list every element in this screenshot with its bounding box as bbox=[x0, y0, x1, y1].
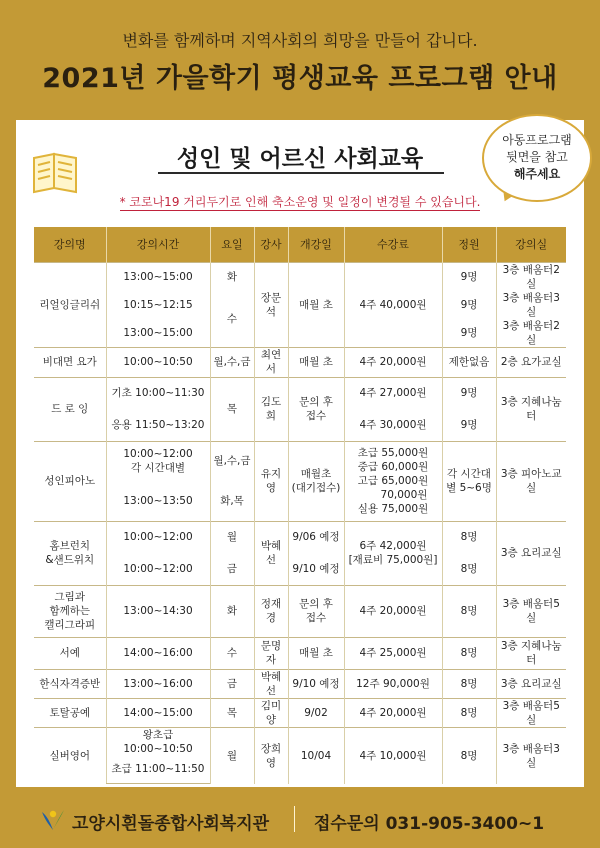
course-room: 3층 배움터2실 bbox=[496, 262, 566, 291]
course-day: 금 bbox=[210, 669, 254, 698]
course-room: 3층 지혜나눔터 bbox=[496, 377, 566, 441]
course-start-line: 문의 후 bbox=[299, 396, 333, 408]
course-name-line: 홈브런치 bbox=[49, 540, 91, 552]
course-room: 2층 요가교실 bbox=[496, 347, 566, 377]
course-instructor: 정재경 bbox=[254, 585, 288, 637]
course-start: 9/06 예정 bbox=[288, 521, 344, 553]
bubble-line-2: 뒷면을 참고 bbox=[506, 150, 568, 164]
header-cell: 정원 bbox=[442, 227, 496, 262]
table-row bbox=[34, 521, 566, 553]
course-capacity: 8명 bbox=[442, 727, 496, 784]
capacity-line: 별 5~6명 bbox=[446, 482, 492, 494]
course-time: 13:00~15:00 bbox=[106, 319, 210, 348]
table-row bbox=[34, 441, 566, 481]
course-name-line: &샌드위치 bbox=[45, 554, 95, 566]
course-time: 초급 11:00~11:50 bbox=[106, 756, 210, 784]
course-name-line: 함께하는 bbox=[49, 605, 91, 617]
course-day: 목 bbox=[210, 698, 254, 727]
course-time: 13:00~14:30 bbox=[106, 585, 210, 637]
course-instructor: 김미양 bbox=[254, 698, 288, 727]
course-capacity: 8명 bbox=[442, 521, 496, 553]
course-room: 3층 배움터2실 bbox=[496, 319, 566, 348]
header-cell: 강사 bbox=[254, 227, 288, 262]
table-row bbox=[34, 727, 566, 756]
course-day: 월,수,금 bbox=[210, 441, 254, 481]
course-time: 왕초급 10:00~10:50 bbox=[106, 727, 210, 756]
course-start-line: 문의 후 bbox=[299, 598, 333, 610]
course-start: 9/02 bbox=[288, 698, 344, 727]
organization-name: 고양시흰돌종합사회복지관 bbox=[72, 814, 270, 834]
course-capacity: 8명 bbox=[442, 669, 496, 698]
course-start bbox=[288, 441, 344, 521]
course-start: 10/04 bbox=[288, 727, 344, 784]
table-row bbox=[34, 637, 566, 669]
course-day: 월,수,금 bbox=[210, 347, 254, 377]
table-row bbox=[34, 347, 566, 377]
fee-line: 70,000원 bbox=[380, 489, 428, 501]
speech-bubble bbox=[482, 114, 592, 202]
header-cell: 강의명 bbox=[34, 227, 106, 262]
course-fee: 4주 27,000원 bbox=[344, 377, 442, 409]
header-cell: 수강료 bbox=[344, 227, 442, 262]
slogan: 변화를 함께하며 지역사회의 희망을 만들어 갑니다. bbox=[122, 31, 478, 50]
course-start bbox=[288, 585, 344, 637]
course-capacity: 9명 bbox=[442, 291, 496, 319]
course-capacity: 9명 bbox=[442, 262, 496, 291]
course-instructor: 장문석 bbox=[254, 262, 288, 347]
course-capacity: 제한없음 bbox=[442, 347, 496, 377]
course-fee: 4주 20,000원 bbox=[344, 585, 442, 637]
course-name: 비대면 요가 bbox=[34, 347, 106, 377]
course-day: 수 bbox=[210, 291, 254, 348]
course-capacity bbox=[442, 441, 496, 521]
fee-line: 고급 65,000원 bbox=[357, 475, 429, 487]
table-row bbox=[34, 262, 566, 291]
course-time: 10:00~12:00 bbox=[106, 553, 210, 585]
covid-notice-text: * 코로나19 거리두기로 인해 축소운영 및 일정이 변경될 수 있습니다. bbox=[119, 195, 481, 209]
course-start: 매월 초 bbox=[288, 637, 344, 669]
course-room: 3층 배움터5실 bbox=[496, 698, 566, 727]
course-room: 3층 지혜나눔터 bbox=[496, 637, 566, 669]
table-row bbox=[34, 585, 566, 637]
course-instructor: 문명자 bbox=[254, 637, 288, 669]
course-capacity: 8명 bbox=[442, 585, 496, 637]
course-time-line: 10:00~12:00 bbox=[123, 448, 193, 461]
course-day: 금 bbox=[210, 553, 254, 585]
course-instructor: 박혜선 bbox=[254, 669, 288, 698]
course-fee: 4주 25,000원 bbox=[344, 637, 442, 669]
course-room: 3층 피아노교실 bbox=[496, 441, 566, 521]
fee-line: 실용 75,000원 bbox=[357, 503, 429, 515]
course-name: 드 로 잉 bbox=[34, 377, 106, 441]
course-name: 토탈공예 bbox=[34, 698, 106, 727]
course-day: 화 bbox=[210, 585, 254, 637]
bubble-line-1: 아동프로그램 bbox=[502, 133, 572, 147]
course-capacity: 9명 bbox=[442, 319, 496, 348]
section-title: 성인 및 어르신 사회교육 bbox=[176, 146, 424, 172]
table-header-row bbox=[34, 227, 566, 262]
course-capacity: 8명 bbox=[442, 698, 496, 727]
schedule-table bbox=[34, 227, 566, 784]
course-name-line: 캘리그라피 bbox=[44, 619, 96, 631]
course-name: 실버영어 bbox=[34, 727, 106, 784]
course-fee: 4주 40,000원 bbox=[344, 262, 442, 347]
course-time bbox=[106, 441, 210, 481]
course-time: 기초 10:00~11:30 bbox=[106, 377, 210, 409]
course-fee: 4주 20,000원 bbox=[344, 698, 442, 727]
course-day: 수 bbox=[210, 637, 254, 669]
course-name: 리얼잉글리쉬 bbox=[34, 262, 106, 347]
course-fee bbox=[344, 521, 442, 585]
course-room: 3층 배움터3실 bbox=[496, 291, 566, 319]
course-time: 13:00~16:00 bbox=[106, 669, 210, 698]
course-time: 응용 11:50~13:20 bbox=[106, 409, 210, 441]
course-capacity: 8명 bbox=[442, 553, 496, 585]
course-day: 화 bbox=[210, 262, 254, 291]
course-fee: 4주 20,000원 bbox=[344, 347, 442, 377]
course-name: 한식자격증반 bbox=[34, 669, 106, 698]
course-name bbox=[34, 521, 106, 585]
course-time-line: 각 시간대별 bbox=[130, 462, 186, 475]
main-title: 2021년 가을학기 평생교육 프로그램 안내 bbox=[42, 63, 558, 94]
welfare-center-logo-icon bbox=[40, 808, 66, 832]
course-capacity: 8명 bbox=[442, 637, 496, 669]
course-name: 서예 bbox=[34, 637, 106, 669]
course-start-line: 매월초 bbox=[300, 468, 332, 480]
course-start: 9/10 예정 bbox=[288, 669, 344, 698]
course-time: 10:00~10:50 bbox=[106, 347, 210, 377]
course-time: 14:00~16:00 bbox=[106, 637, 210, 669]
course-time: 13:00~15:00 bbox=[106, 262, 210, 291]
course-instructor: 장희영 bbox=[254, 727, 288, 784]
fee-line: 초급 55,000원 bbox=[357, 447, 429, 459]
course-day: 월 bbox=[210, 727, 254, 784]
course-room: 3층 배움터3실 bbox=[496, 727, 566, 784]
table-row bbox=[34, 669, 566, 698]
course-room: 3층 요리교실 bbox=[496, 669, 566, 698]
course-instructor: 최연서 bbox=[254, 347, 288, 377]
course-name: 성인피아노 bbox=[34, 441, 106, 521]
section-title-underline bbox=[158, 172, 444, 174]
fee-line: 중급 60,000원 bbox=[357, 461, 429, 473]
course-time: 10:15~12:15 bbox=[106, 291, 210, 319]
course-fee bbox=[344, 441, 442, 521]
course-day: 목 bbox=[210, 377, 254, 441]
course-day: 화,목 bbox=[210, 481, 254, 521]
course-fee: 12주 90,000원 bbox=[344, 669, 442, 698]
course-time: 14:00~15:00 bbox=[106, 698, 210, 727]
header-cell: 개강일 bbox=[288, 227, 344, 262]
contact-info: 접수문의 031-905-3400~1 bbox=[314, 814, 545, 834]
course-name-line: 그림과 bbox=[54, 591, 85, 603]
course-day: 월 bbox=[210, 521, 254, 553]
course-instructor: 김도희 bbox=[254, 377, 288, 441]
course-room: 3층 배움터5실 bbox=[496, 585, 566, 637]
footer-divider bbox=[294, 806, 295, 832]
course-start-line: 접수 bbox=[305, 410, 327, 422]
capacity-line: 각 시간대 bbox=[447, 468, 491, 480]
course-start-line: 접수 bbox=[305, 612, 327, 624]
table-row bbox=[34, 553, 566, 585]
table-row bbox=[34, 377, 566, 409]
course-start: 매월 초 bbox=[288, 262, 344, 347]
course-time: 10:00~12:00 bbox=[106, 521, 210, 553]
course-start-line: (대기접수) bbox=[291, 482, 341, 494]
fee-line: 6주 42,000원 bbox=[359, 540, 427, 552]
course-fee: 4주 30,000원 bbox=[344, 409, 442, 441]
course-fee: 4주 10,000원 bbox=[344, 727, 442, 784]
course-instructor: 유지영 bbox=[254, 441, 288, 521]
header-cell: 강의실 bbox=[496, 227, 566, 262]
course-room: 3층 요리교실 bbox=[496, 521, 566, 585]
course-capacity: 9명 bbox=[442, 377, 496, 409]
course-time: 13:00~13:50 bbox=[106, 481, 210, 521]
course-name bbox=[34, 585, 106, 637]
course-start: 9/10 예정 bbox=[288, 553, 344, 585]
course-start bbox=[288, 377, 344, 441]
course-instructor: 박혜선 bbox=[254, 521, 288, 585]
course-capacity: 9명 bbox=[442, 409, 496, 441]
table-row bbox=[34, 698, 566, 727]
header-cell: 강의시간 bbox=[106, 227, 210, 262]
fee-line: [재료비 75,000원] bbox=[348, 554, 438, 566]
header-cell: 요일 bbox=[210, 227, 254, 262]
bubble-line-3: 해주세요 bbox=[513, 167, 561, 181]
course-start: 매월 초 bbox=[288, 347, 344, 377]
